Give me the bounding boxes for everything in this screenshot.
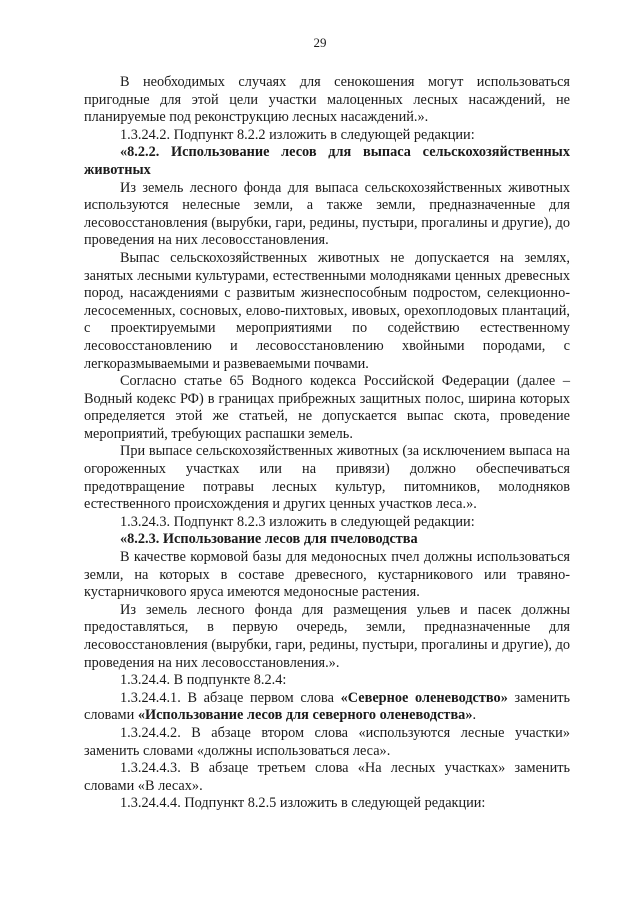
p13-bold-new-phrase: «Использование лесов для северного оленеводства» [137,707,473,724]
paragraph: 1.3.24.4. В подпункте 8.2.4: [120,672,287,689]
paragraph-13 [84,690,570,725]
p13-suffix: . [472,707,477,724]
paragraph: Из земель лесного фонда для выпаса сельскохозяйственных животных используются нелесные земли, а также земли, предназначенные для лесовосстановления (вырубки, гари, редины, пустыри, прогалины и другие), до проведения на них лесовосстановления. [84,179,570,249]
paragraph: Согласно статье 65 Водного кодекса Российской Федерации (далее – Водный кодекс РФ) в границах прибрежных защитных полос, ширина которых определяется этой же статьей, не допускается выпас скота, проведение мероприятий, требующих распашки земель. [84,373,570,442]
paragraph-list [84,74,570,690]
paragraph: Выпас сельскохозяйственных животных не допускается на землях, занятых лесными культурами, естественными молодняками ценных древесных пород, насаждениями с развитым жизнеспособным подростом, селекционно-лесосеменных, сосновых, елово-пихтовых, ивовых, орехоплодовых плантаций, с проектируемыми мероприятиями по содействию естественному лесовосстановлению и лесовосстановлению хвойными породами, с легкоразмываемыми и развеваемыми почвами. [84,249,570,372]
paragraph: В необходимых случаях для сенокошения могут использоваться пригодные для этой цели участки малоценных лесных насаждений, не планируемые под реконструкцию лесных насаждений.». [84,74,570,126]
p13-bold-old-phrase: «Северное оленеводство» [340,689,508,706]
paragraph: 1.3.24.3. Подпункт 8.2.3 изложить в следующей редакции: [120,513,475,530]
page-number: 29 [313,35,327,50]
paragraph-15: 1.3.24.4.3. В абзаце третьем слова «На лесных участках» заменить словами «В лесах». [84,760,570,794]
section-heading: «8.2.3. Использование лесов для пчеловодства [120,531,418,548]
paragraph: При выпасе сельскохозяйственных животных (за исключением выпаса на огороженных участках или на привязи) должно обеспечиваться предотвращение потравы лесных культур, питомников, молодняков естественного происхождения и других ценных участков леса.». [84,443,570,513]
paragraph-16: 1.3.24.4.4. Подпункт 8.2.5 изложить в следующей редакции: [120,795,486,812]
document-body [84,74,570,813]
p13-prefix: 1.3.24.4.1. В абзаце первом слова [120,689,341,706]
paragraph-14: 1.3.24.4.2. В абзаце втором слова «используются лесные участки» заменить словами «должны использоваться леса». [84,724,570,759]
section-heading: «8.2.2. Использование лесов для выпаса сельскохозяйственных животных [84,144,570,178]
paragraph: В качестве кормовой базы для медоносных пчел должны использоваться земли, на которых в составе древесного, кустарникового или травяно-кустарничкового яруса имеются медоносные растения. [84,549,570,601]
p13-middle: заменить словами [84,689,571,724]
paragraph: Из земель лесного фонда для размещения ульев и пасек должны предоставляться, в первую очередь, земли, предназначенные для лесовосстановления (вырубки, гари, редины, пустыри, прогалины и другие), до проведения на них лесовосстановления.». [84,601,570,671]
paragraph: 1.3.24.2. Подпункт 8.2.2 изложить в следующей редакции: [120,126,475,143]
